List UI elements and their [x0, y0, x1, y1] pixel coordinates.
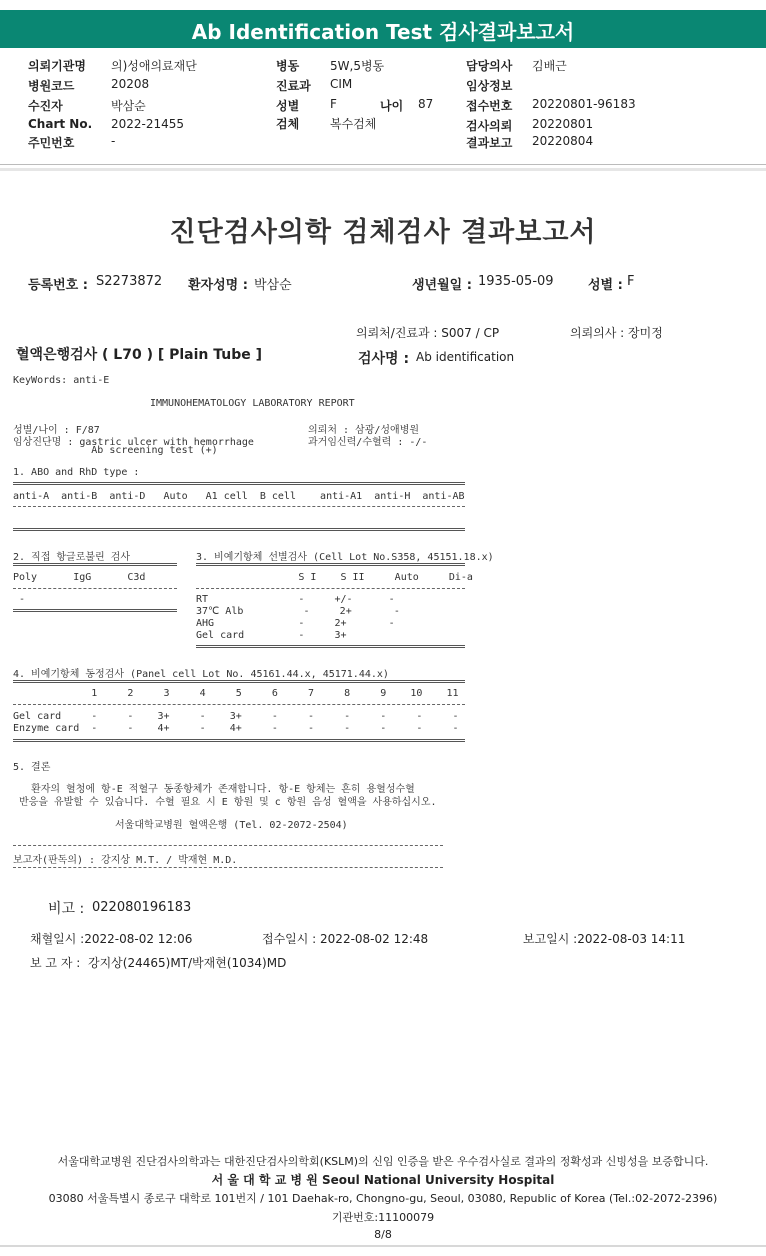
- screen-row: 37℃ Alb - 2+ -: [196, 606, 400, 617]
- test-name-label: 검사명 :: [358, 351, 410, 367]
- dob-label: 생년월일 :: [412, 278, 472, 293]
- reg-value: S2273872: [96, 274, 163, 289]
- hdr-label: 성별: [276, 99, 300, 113]
- address: 03080 서울특별시 종로구 대학로 101번지 / 101 Daehak-ro, Chongno-gu, Seoul, 03080, Republic of Korea (Tel.:02-2072-2396): [48, 1192, 718, 1205]
- reporter-label: 보 고 자 :: [30, 956, 81, 970]
- dept-info: 의뢰처/진료과 : S007 / CP: [356, 326, 500, 340]
- dat-value: -: [13, 594, 26, 605]
- rule: [196, 588, 465, 589]
- hdr-value: 20220801: [532, 117, 594, 131]
- banner-title: Ab Identification Test 검사결과보고서: [191, 20, 575, 44]
- report-time: 보고일시 :2022-08-03 14:11: [523, 932, 686, 946]
- hdr-label: 병원코드: [28, 79, 75, 93]
- sex-value: F: [627, 274, 635, 289]
- name-label: 환자성명 :: [188, 278, 248, 293]
- name-value: 박삼순: [254, 278, 292, 293]
- rule: [13, 704, 465, 705]
- hdr-value: 박삼순: [111, 99, 146, 113]
- hospital-name: 서 울 대 학 교 병 원 Seoul National University Hospital: [211, 1173, 555, 1187]
- hdr-label: Chart No.: [28, 117, 93, 131]
- test-category: 혈액은행검사 ( L70 ) [ Plain Tube ]: [16, 347, 263, 363]
- reg-label: 등록번호 :: [28, 278, 88, 293]
- receive-time: 접수일시 : 2022-08-02 12:48: [262, 932, 429, 946]
- rule: [13, 528, 465, 531]
- panel-header: 1 2 3 4 5 6 7 8 9 10 11: [13, 688, 459, 699]
- screen-row: Gel card - 3+: [196, 630, 347, 641]
- section-1-title: 1. ABO and RhD type :: [13, 467, 140, 478]
- blood-bank: 서울대학교병원 혈액은행 (Tel. 02-2072-2504): [115, 820, 348, 831]
- section-4-title: 4. 비예기항체 동정검사 (Panel cell Lot No. 45161.44.x, 45171.44.x): [13, 669, 389, 680]
- section-3-title: 3. 비예기항체 선별검사 (Cell Lot No.S358, 45151.18.x): [196, 552, 494, 563]
- hdr-value: 복수검체: [330, 117, 377, 131]
- doctor-info: 의뢰의사 : 장미정: [570, 326, 663, 340]
- screen-header: S I S II Auto Di-a: [196, 572, 473, 583]
- age-value: 87: [418, 97, 434, 111]
- hdr-label: 결과보고: [466, 136, 513, 150]
- diagnosis-2: Ab screening test (+): [13, 445, 218, 456]
- rule: [13, 588, 177, 589]
- bottom-divider: [0, 1245, 766, 1247]
- dob-value: 1935-05-09: [478, 274, 554, 289]
- hdr-label: 수진자: [28, 99, 63, 113]
- keywords: KeyWords: anti-E: [13, 375, 110, 386]
- report-title: 진단검사의학 검체검사 결과보고서: [169, 217, 597, 248]
- rule: [196, 645, 465, 648]
- rule: [13, 506, 465, 507]
- hdr-value: 김배근: [532, 59, 567, 73]
- screen-row: AHG - 2+ -: [196, 618, 395, 629]
- rule: [13, 680, 465, 683]
- hdr-label: 병동: [276, 59, 300, 73]
- hdr-label: 주민번호: [28, 136, 75, 150]
- panel-row: Gel card - - 3+ - 3+ - - - - - -: [13, 711, 459, 722]
- reporter-value: 강지상(24465)MT/박재현(1034)MD: [88, 956, 287, 970]
- section-2-title: 2. 직접 항글로불린 검사: [13, 552, 131, 563]
- header-divider-shadow: [0, 168, 766, 171]
- page-number: 8/8: [374, 1228, 392, 1241]
- hdr-value: 의)성애의료재단: [111, 59, 197, 73]
- lab-heading: IMMUNOHEMATOLOGY LABORATORY REPORT: [150, 398, 355, 409]
- hdr-value: 2022-21455: [111, 117, 185, 131]
- reporter-line: 보고자(판독의) : 강지상 M.T. / 박재현 M.D.: [13, 855, 238, 866]
- header-divider: [0, 164, 766, 165]
- conclusion-line: 환자의 혈청에 항-E 적혈구 동종항체가 존재합니다. 항-E 항체는 흔히 용혈성수혈: [13, 784, 415, 795]
- dat-header: Poly IgG C3d: [13, 572, 146, 583]
- rule: [13, 482, 465, 485]
- panel-row: Enzyme card - - 4+ - 4+ - - - - - -: [13, 723, 459, 734]
- hdr-value: -: [111, 134, 116, 148]
- rule: [13, 739, 465, 742]
- rule: [13, 609, 177, 612]
- rule: [13, 563, 177, 566]
- hdr-label: 임상정보: [466, 79, 513, 93]
- sex-label: 성별 :: [588, 278, 623, 293]
- rule: [13, 845, 443, 846]
- hdr-label: 담당의사: [466, 59, 513, 73]
- hdr-value: CIM: [330, 77, 353, 91]
- hdr-value: 5W,5병동: [330, 59, 385, 73]
- hdr-label: 의뢰기관명: [28, 59, 86, 73]
- diagnosis: 임상진단명 : gastric ulcer with hemorrhage: [13, 437, 254, 448]
- rule: [13, 867, 443, 868]
- org-number: 기관번호:11100079: [331, 1211, 435, 1224]
- test-name-value: Ab identification: [416, 350, 515, 364]
- screen-row: RT - +/- -: [196, 594, 395, 605]
- certification: 서울대학교병원 진단검사의학과는 대한진단검사의학회(KSLM)의 신임 인증을 받은 우수검사실로 결과의 정확성과 신빙성을 보증합니다.: [57, 1155, 709, 1168]
- hdr-label: 검사의뢰: [466, 119, 513, 133]
- hdr-label: 접수번호: [466, 99, 513, 113]
- hdr-value: F: [330, 97, 337, 111]
- age-label: 나이: [380, 99, 404, 113]
- section-5-title: 5. 결론: [13, 762, 51, 773]
- rule: [196, 563, 465, 566]
- abo-header: anti-A anti-B anti-D Auto A1 cell B cell anti-A1 anti-H anti-AB: [13, 491, 465, 502]
- collect-time: 채혈일시 :2022-08-02 12:06: [30, 932, 193, 946]
- hdr-value: 20208: [111, 77, 150, 91]
- sex-age: 성별/나이 : F/87: [13, 425, 100, 436]
- hdr-label: 진료과: [276, 79, 311, 93]
- referrer: 의뢰처 : 삼광/성애병원: [308, 425, 420, 436]
- title-banner: [0, 10, 766, 48]
- hdr-value: 20220801-96183: [532, 97, 636, 111]
- history: 과거임신력/수혈력 : -/-: [308, 437, 428, 448]
- hdr-label: 검체: [276, 117, 300, 131]
- hdr-value: 20220804: [532, 134, 594, 148]
- remark-value: 022080196183: [92, 900, 192, 915]
- conclusion-line: 반응을 유발할 수 있습니다. 수혈 필요 시 E 항원 및 c 항원 음성 혈액을 사용하십시오.: [13, 797, 437, 808]
- remark-label: 비고 :: [48, 901, 85, 917]
